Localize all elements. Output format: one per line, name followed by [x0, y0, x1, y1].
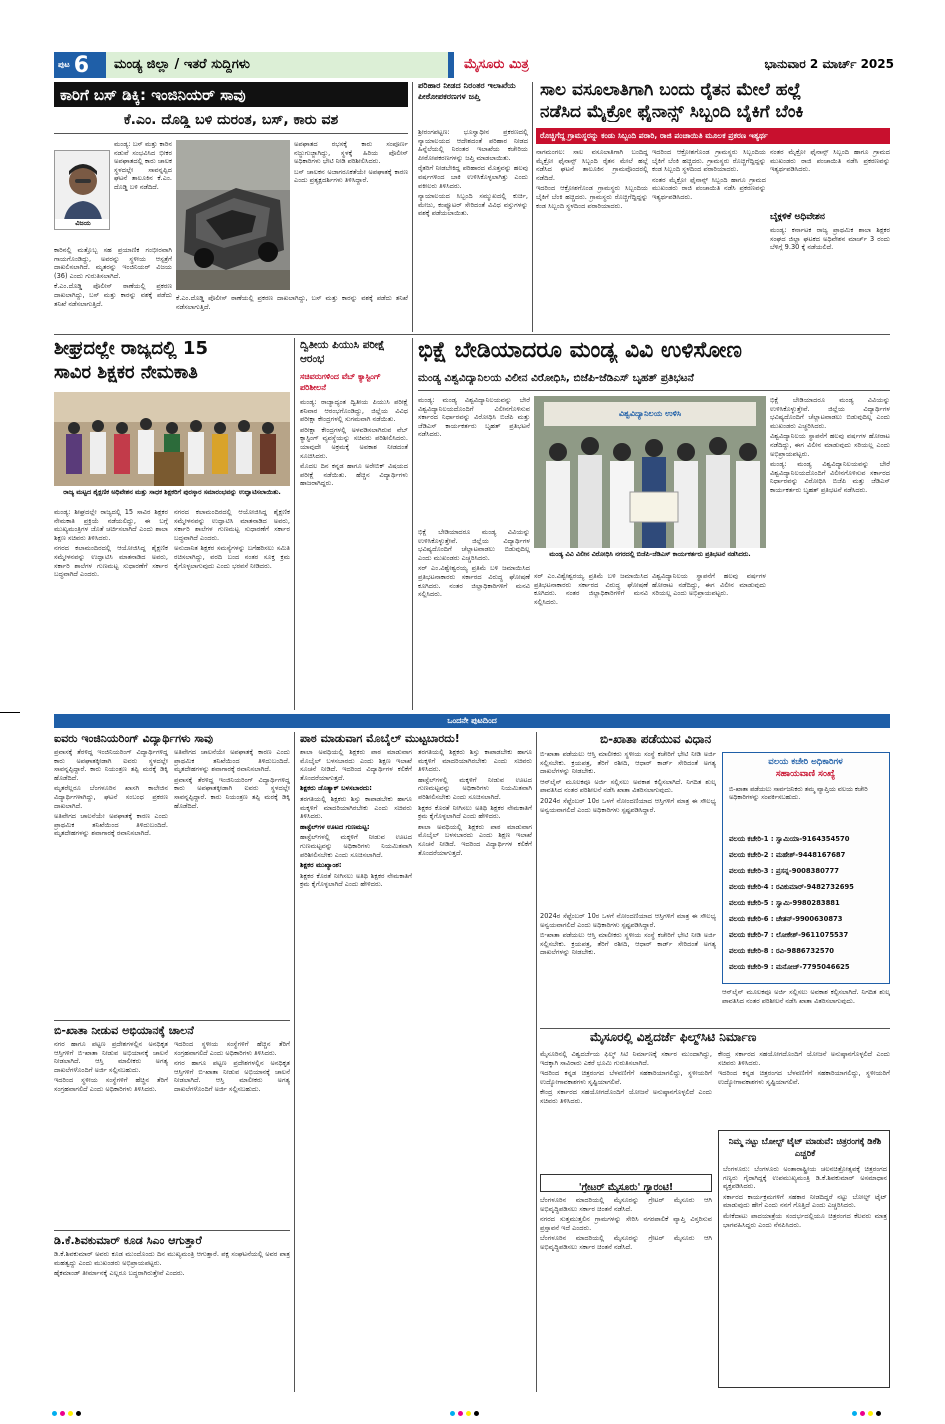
bkhata-rules-p2: ಆನ್‌ಲೈನ್ ಮೂಲಕವೂ ಅರ್ಜಿ ಸಲ್ಲಿಸಲು ಅವಕಾಶ ಕಲ್ಪಿಸಲಾಗಿದೆ. ನಿಗದಿತ ಶುಲ್ಕ ಪಾವತಿಸಿದ ನಂತರ ಪರಿಶೀಲನೆ ನಡೆಸಿ ಖಾತಾ ವಿತರಿಸಲಾಗುವುದು.	[540, 777, 716, 795]
relief-p1: ಶ್ರೀರಂಗಪಟ್ಟಣ: ಭೂಸ್ವಾಧೀನ ಪ್ರಕರಣದಲ್ಲಿ ನ್ಯಾಯಾಲಯದ ಆದೇಶದಂತೆ ಪರಿಹಾರ ನೀಡದ ಹಿನ್ನೆಲೆಯಲ್ಲಿ ನಿರಂತರ ಇಲಾಖೆಯ ಕಚೇರಿಯ ಪೀಠೋಪಕರಣಗಳನ್ನು ಜಪ್ತಿ ಮಾಡಲಾಯಿತು.	[418, 128, 528, 162]
helpline-item: ವಲಯ ಕಚೇರಿ-2 : ಮಹೇಶ್-9448167687	[729, 851, 846, 859]
registration-dot	[60, 1411, 65, 1416]
continued-banner	[54, 714, 890, 728]
headline-university: ಭಿಕ್ಷೆ ಬೇಡಿಯಾದರೂ ಮಂಡ್ಯ ವಿವಿ ಉಳಿಸೋಣ	[418, 338, 742, 363]
loan-p4: ಮಂಡ್ಯ: ಕರ್ನಾಟಕ ರಾಜ್ಯ ಪ್ರಾಥಮಿಕ ಶಾಲಾ ಶಿಕ್ಷಕರ ಸಂಘದ ಜಿಲ್ಲಾ ಘಟಕದ ಅಧಿವೇಶನ ಮಾರ್ಚ್ 3 ರಂದು ಬೆಳಿಗ್ಗೆ 9.30 ಕ್ಕೆ ನಡೆಯಲಿದೆ.	[770, 226, 890, 252]
loan-p1: ನಾಗಮಂಗಲ: ಸಾಲ ವಸೂಲಾತಿಗಾಗಿ ಬಂದಿದ್ದ ಮೈಕ್ರೋ ಫೈನಾನ್ಸ್ ಸಿಬ್ಬಂದಿ ರೈತನ ಮೇಲೆ ಹಲ್ಲೆ ನಡೆಸಿದ ಘಟನೆ ತಾಲೂಕಿನ ಗ್ರಾಮವೊಂದರಲ್ಲಿ ನಡೆದಿದೆ.	[536, 148, 648, 182]
mysore-p2: ನಗರದ ಸುತ್ತಮುತ್ತಲಿನ ಗ್ರಾಮಗಳನ್ನು ಸೇರಿಸಿ ನಗರಪಾಲಿಕೆ ವ್ಯಾಪ್ತಿ ವಿಸ್ತರಿಸುವ ಪ್ರಸ್ತಾವನೆ ಇದೆ ಎಂದರು.	[540, 1215, 712, 1232]
dks-p2: ಹೈಕಮಾಂಡ್ ತೀರ್ಮಾನಕ್ಕೆ ಎಲ್ಲರೂ ಬದ್ಧರಾಗಿರುತ್ತೇವೆ ಎಂದರು.	[54, 1269, 185, 1278]
loan-col2	[652, 148, 766, 330]
teachers-event-photo	[54, 392, 290, 486]
subhead-university: ಮಂಡ್ಯ ವಿಶ್ವವಿದ್ಯಾನಿಲಯ ವಿಲೀನ ವಿರೋಧಿಸಿ, ಬಿಜೆಪಿ-ಜೆಡಿಎಸ್ ಬೃಹತ್ ಪ್ರತಿಭಟನೆ	[418, 372, 694, 384]
bus-p3: ಕೆ.ಎಂ.ದೊಡ್ಡಿ ಪೊಲೀಸ್ ಠಾಣೆಯಲ್ಲಿ ಪ್ರಕರಣ ದಾಖಲಾಗಿದ್ದು, ಬಸ್ ಮತ್ತು ಕಾರನ್ನು ವಶಕ್ಕೆ ಪಡೆದು ತನಿಖೆ ನಡೆಸಲಾಗುತ್ತಿದೆ.	[54, 282, 172, 308]
protest-photo-caption: ಮಂಡ್ಯ ವಿವಿ ವಿಲೀನ ವಿರೋಧಿಸಿ ನಗರದಲ್ಲಿ ಬಿಜೆಪಿ-ಜೆಡಿಎಸ್ ಕಾರ್ಯಕರ್ತರು ಪ್ರತಿಭಟನೆ ನಡೆಸಿದರು.	[549, 550, 751, 558]
victim-photo	[54, 150, 110, 230]
bkhata-rules-p3: 2024ರ ಸೆಪ್ಟೆಂಬರ್ 10ರ ಒಳಗೆ ನೋಂದಣಿಯಾದ ಆಸ್ತಿಗಳಿಗೆ ಮಾತ್ರ ಈ ಸೌಲಭ್ಯ ಅನ್ವಯವಾಗಲಿದೆ ಎಂದು ಅಧಿಕಾರಿಗಳು ಸ್ಪಷ್ಟಪಡಿಸಿದ್ದಾರೆ.	[540, 796, 716, 814]
divider	[54, 133, 408, 134]
loan-p2b: ಇದರಿಂದ ಆಕ್ರೋಶಗೊಂಡ ಗ್ರಾಮಸ್ಥರು ಸಿಬ್ಬಂದಿಯ ಬೈಕಿಗೆ ಬೆಂಕಿ ಹಚ್ಚಿದರು. ಗ್ರಾಮಸ್ಥರು ರೊಚ್ಚಿಗೆದ್ದಿದ್ದನ್ನು ಕಂಡ ಸಿಬ್ಬಂದಿ ಸ್ಥಳದಿಂದ ಪರಾರಿಯಾದರು.	[652, 148, 766, 174]
students-p3b: ಅತಿವೇಗದ ಚಾಲನೆಯೇ ಅಪಘಾತಕ್ಕೆ ಕಾರಣ ಎಂದು ಪ್ರಾಥಮಿಕ ತನಿಖೆಯಿಂದ ತಿಳಿದುಬಂದಿದೆ. ಮೃತದೇಹಗಳನ್ನು ಶವಾಗಾರಕ್ಕೆ ರವಾನಿಸಲಾಗಿದೆ.	[174, 748, 290, 774]
mobile-p1b: ಶಾಲಾ ಅವಧಿಯಲ್ಲಿ ಶಿಕ್ಷಕರು ಪಾಠ ಮಾಡುವಾಗ ಮೊಬೈಲ್ ಬಳಸಬಾರದು ಎಂದು ಶಿಕ್ಷಣ ಇಲಾಖೆ ಸೂಚನೆ ನೀಡಿದೆ. ಇದರಿಂದ ವಿದ್ಯಾರ್ಥಿಗಳ ಕಲಿಕೆಗೆ ತೊಂದರೆಯಾಗುತ್ತದೆ.	[418, 822, 532, 857]
teachers-p2b: ನಗರದ ಕಲಾಮಂದಿರದಲ್ಲಿ ಆಯೋಜಿಸಿದ್ದ ಶೈಕ್ಷಣಿಕ ಸಮ್ಮೇಳನವನ್ನು ಉದ್ಘಾಟಿಸಿ ಮಾತನಾಡಿದ ಅವರು, ಸರ್ಕಾರಿ ಶಾಲೆಗಳ ಗುಣಮಟ್ಟ ಸುಧಾರಣೆಗೆ ಸರ್ಕಾರ ಬದ್ಧವಾಗಿದೆ ಎಂದರು.	[174, 508, 290, 542]
bkhata-rules-p3b: 2024ರ ಸೆಪ್ಟೆಂಬರ್ 10ರ ಒಳಗೆ ನೋಂದಣಿಯಾದ ಆಸ್ತಿಗಳಿಗೆ ಮಾತ್ರ ಈ ಸೌಲಭ್ಯ ಅನ್ವಯವಾಗಲಿದೆ ಎಂದು ಅಧಿಕಾರಿಗಳು ಸ್ಪಷ್ಟಪಡಿಸಿದ್ದಾರೆ.	[540, 912, 716, 929]
registration-dot	[474, 1411, 479, 1416]
column-divider	[532, 82, 533, 332]
wire-box-headline: ನಿಮ್ಮ ನಟ್ಟು ಬೋಲ್ಟ್ ಟೈಟ್ ಮಾಡುವೆ: ಚಿತ್ರರಂಗಕ್ಕೆ ಡಿಕೆಶಿ ಎಚ್ಚರಿಕೆ	[728, 1136, 882, 1158]
bkhata-rules-col2-bottom	[722, 988, 890, 1026]
bkhata-drive-col2	[174, 1040, 290, 1228]
bkhata-rules-p2b: ಆನ್‌ಲೈನ್ ಮೂಲಕವೂ ಅರ್ಜಿ ಸಲ್ಲಿಸಲು ಅವಕಾಶ ಕಲ್ಪಿಸಲಾಗಿದೆ. ನಿಗದಿತ ಶುಲ್ಕ ಪಾವತಿಸಿದ ನಂತರ ಪರಿಶೀಲನೆ ನಡೆಸಿ ಖಾತಾ ವಿತರಿಸಲಾಗುವುದು.	[722, 988, 890, 1005]
students-p2: ಮೃತರೆಲ್ಲರೂ ಬೆಂಗಳೂರಿನ ಖಾಸಗಿ ಕಾಲೇಜಿನ ವಿದ್ಯಾರ್ಥಿಗಳಾಗಿದ್ದು, ಘಟನೆ ಸಂಬಂಧ ಪ್ರಕರಣ ದಾಖಲಾಗಿದೆ.	[54, 784, 168, 810]
mobile-h3: ಹಾಸ್ಟೆಲ್‌ಗಳ ಊಟದ ಗುಣಮಟ್ಟ:	[300, 822, 370, 831]
registration-dot	[68, 1411, 73, 1416]
column-divider	[294, 732, 295, 1392]
wire-p2: ಸರ್ಕಾರದ ಕಾರ್ಯಕ್ರಮಗಳಿಗೆ ಸಹಕಾರ ನೀಡದಿದ್ದರೆ ನಟ್ಟು ಬೋಲ್ಟ್ ಟೈಟ್ ಮಾಡುವುದು ಹೇಗೆ ಎಂದು ನನಗೆ ಗೊತ್ತಿದೆ ಎಂದು ಎಚ್ಚರಿಸಿದರು.	[723, 1192, 887, 1210]
film-p2: ಇದರಿಂದ ಕನ್ನಡ ಚಿತ್ರರಂಗದ ಬೆಳವಣಿಗೆಗೆ ಸಹಕಾರಿಯಾಗಲಿದ್ದು, ಸ್ಥಳೀಯರಿಗೆ ಉದ್ಯೋಗಾವಕಾಶಗಳು ಸೃಷ್ಟಿಯಾಗಲಿವೆ.	[540, 1069, 712, 1086]
bus-p4: ಅಪಘಾತದ ರಭಸಕ್ಕೆ ಕಾರು ಸಂಪೂರ್ಣ ನಜ್ಜುಗುಜ್ಜಾಗಿದ್ದು, ಸ್ಥಳಕ್ಕೆ ಹಿರಿಯ ಪೊಲೀಸ್ ಅಧಿಕಾರಿಗಳು ಭೇಟಿ ನೀಡಿ ಪರಿಶೀಲಿಸಿದರು.	[294, 140, 408, 166]
page-date: ಭಾನುವಾರ 2 ಮಾರ್ಚ್ 2025	[764, 57, 894, 71]
wire-story-box	[718, 1130, 890, 1388]
helpline-title-line2: ಸಹಾಯವಾಣಿ ಸಂಖ್ಯೆ	[775, 769, 836, 779]
page-number-badge	[54, 52, 106, 78]
helpline-item: ವಲಯ ಕಚೇರಿ-1 : ಸ್ವಾಮಿಯಾ-9164354570	[729, 835, 850, 843]
wire-p3: ಮೇಕೆದಾಟು ಪಾದಯಾತ್ರೆಯ ಸಂದರ್ಭದಲ್ಲಿಯೂ ಚಿತ್ರರಂಗದ ಕೆಲವರು ಮಾತ್ರ ಭಾಗವಹಿಸಿದ್ದರು ಎಂದು ನೆನಪಿಸಿದರು.	[723, 1211, 887, 1229]
headline-relief: ಪರಿಹಾರ ನೀಡದ ನಿರಂತರ ಇಲಾಖೆಯ ಪೀಠೋಪಕರಣಗಳ ಜಪ್ತಿ	[418, 80, 516, 101]
registration-dot	[852, 1411, 857, 1416]
protest-banner-text: ವಿಶ್ವವಿದ್ಯಾನಿಲಯ ಉಳಿಸಿ	[618, 409, 682, 418]
bus-story-col3	[294, 140, 408, 290]
mobile-p1: ಶಾಲಾ ಅವಧಿಯಲ್ಲಿ ಶಿಕ್ಷಕರು ಪಾಠ ಮಾಡುವಾಗ ಮೊಬೈಲ್ ಬಳಸಬಾರದು ಎಂದು ಶಿಕ್ಷಣ ಇಲಾಖೆ ಸೂಚನೆ ನೀಡಿದೆ. ಇದರಿಂದ ವಿದ್ಯಾರ್ಥಿಗಳ ಕಲಿಕೆಗೆ ತೊಂದರೆಯಾಗುತ್ತದೆ.	[300, 748, 412, 782]
loan-p2: ಇದರಿಂದ ಆಕ್ರೋಶಗೊಂಡ ಗ್ರಾಮಸ್ಥರು ಸಿಬ್ಬಂದಿಯ ಬೈಕಿಗೆ ಬೆಂಕಿ ಹಚ್ಚಿದರು. ಗ್ರಾಮಸ್ಥರು ರೊಚ್ಚಿಗೆದ್ದಿದ್ದನ್ನು ಕಂಡ ಸಿಬ್ಬಂದಿ ಸ್ಥಳದಿಂದ ಪರಾರಿಯಾದರು.	[536, 184, 648, 210]
bus-p5: ಬಸ್ ಚಾಲಕನ ಅಜಾಗರೂಕತೆಯೇ ಅಪಘಾತಕ್ಕೆ ಕಾರಣ ಎಂದು ಪ್ರತ್ಯಕ್ಷದರ್ಶಿಗಳು ತಿಳಿಸಿದ್ದಾರೆ.	[294, 167, 408, 185]
dks-p1: ಡಿ.ಕೆ.ಶಿವಕುಮಾರ್ ಅವರು ಕೂಡ ಮುಂದೊಂದು ದಿನ ಮುಖ್ಯಮಂತ್ರಿ ಆಗುತ್ತಾರೆ. ಪಕ್ಷ ಸಂಘಟನೆಯಲ್ಲಿ ಅವರ ಪಾತ್ರ ಮಹತ್ವದ್ದು ಎಂದು ಮುಖಂಡರು ಅಭಿಪ್ರಾಯಪಟ್ಟರು.	[54, 1250, 290, 1267]
bus-p1: ಮಂಡ್ಯ: ಬಸ್ ಮತ್ತು ಕಾರಿನ ನಡುವೆ ಸಂಭವಿಸಿದ ಭೀಕರ ಅಪಘಾತದಲ್ಲಿ ಕಾರು ಚಾಲಕ ಸ್ಥಳದಲ್ಲೇ ಸಾವನ್ನಪ್ಪಿದ ಘಟನೆ ತಾಲೂಕಿನ ಕೆ.ಎಂ. ದೊಡ್ಡಿ ಬಳಿ ನಡೆದಿದೆ.	[114, 140, 172, 191]
university-p3: ಸರ್ ಎಂ.ವಿಶ್ವೇಶ್ವರಯ್ಯ ಪ್ರತಿಮೆ ಬಳಿ ಜಮಾಯಿಸಿದ ಪ್ರತಿಭಟನಾಕಾರರು ಸರ್ಕಾರದ ವಿರುದ್ಧ ಘೋಷಣೆ ಕೂಗಿದರು. ನಂತರ ಜಿಲ್ಲಾಧಿಕಾರಿಗಳಿಗೆ ಮನವಿ ಸಲ್ಲಿಸಿದರು.	[418, 564, 530, 599]
students-col1	[54, 748, 168, 1018]
relief-p3: ನ್ಯಾಯಾಲಯದ ಸಿಬ್ಬಂದಿ ಸಮ್ಮುಖದಲ್ಲಿ ಕುರ್ಚಿ, ಮೇಜು, ಕಂಪ್ಯೂಟರ್ ಸೇರಿದಂತೆ ವಿವಿಧ ವಸ್ತುಗಳನ್ನು ವಶಕ್ಕೆ ಪಡೆಯಲಾಯಿತು.	[418, 192, 528, 218]
helpline-item: ವಲಯ ಕಚೇರಿ-4 : ರವಿಕುಮಾರ್-9482732695	[729, 883, 854, 891]
print-registration-marks-left	[52, 1411, 81, 1416]
divider	[54, 1230, 290, 1231]
headline-bkhata-rules: ಬಿ-ಖಾತಾ ಪಡೆಯುವ ವಿಧಾನ	[600, 732, 712, 746]
teachers-p3: ಅನುದಾನಿತ ಶಿಕ್ಷಕರ ಸಮಸ್ಯೆಗಳನ್ನು ಬಗೆಹರಿಸಲು ಸಮಿತಿ ರಚಿಸಲಾಗಿದ್ದು, ವರದಿ ಬಂದ ನಂತರ ಸೂಕ್ತ ಕ್ರಮ ಕೈಗೊಳ್ಳಲಾಗುವುದು ಎಂದು ಭರವಸೆ ನೀಡಿದರು.	[174, 544, 290, 570]
relief-story-body	[418, 128, 528, 330]
mobile-p4b: ಶಿಕ್ಷಕರ ಕೊರತೆ ನೀಗಿಸಲು ಅತಿಥಿ ಶಿಕ್ಷಕರ ನೇಮಕಾತಿಗೆ ಕ್ರಮ ಕೈಗೊಳ್ಳಲಾಗಿದೆ ಎಂದು ಹೇಳಿದರು.	[418, 803, 532, 821]
helpline-intro: ಬಿ-ಖಾತಾ ಪಡೆಯಲು ಸಾರ್ವಜನಿಕರು ತಮ್ಮ ವ್ಯಾಪ್ತಿಯ ವಲಯ ಕಚೇರಿ ಅಧಿಕಾರಿಗಳನ್ನು ಸಂಪರ್ಕಿಸಬಹುದು.	[729, 785, 868, 802]
loan-p3: ನಂತರ ಮೈಕ್ರೋ ಫೈನಾನ್ಸ್ ಸಿಬ್ಬಂದಿ ಹಾಗೂ ಗ್ರಾಮದ ಮುಖಂಡರು ರಾಜಿ ಪಂಚಾಯಿತಿ ನಡೆಸಿ ಪ್ರಕರಣವನ್ನು ಇತ್ಯರ್ಥಪಡಿಸಿದರು.	[652, 175, 766, 201]
mysore-p1: ಬೆಂಗಳೂರಿನ ಮಾದರಿಯಲ್ಲಿ ಮೈಸೂರನ್ನು ಗ್ರೇಟರ್ ಮೈಸೂರು ಆಗಿ ಅಭಿವೃದ್ಧಿಪಡಿಸಲು ಸರ್ಕಾರ ಚಿಂತನೆ ನಡೆಸಿದೆ.	[540, 1196, 712, 1213]
helpline-item: ವಲಯ ಕಚೇರಿ-7 : ಲೋಕೇಶ್-9611075537	[729, 931, 849, 939]
headline-greater-mysore-text: 'ಗ್ರೇಟರ್ ಮೈಸೂರು' ಗ್ಯಾರಂಟಿ!	[578, 1182, 674, 1193]
university-col3	[652, 572, 766, 708]
students-p3: ಅತಿವೇಗದ ಚಾಲನೆಯೇ ಅಪಘಾತಕ್ಕೆ ಕಾರಣ ಎಂದು ಪ್ರಾಥಮಿಕ ತನಿಖೆಯಿಂದ ತಿಳಿದುಬಂದಿದೆ. ಮೃತದೇಹಗಳನ್ನು ಶವಾಗಾರಕ್ಕೆ ರವಾನಿಸಲಾಗಿದೆ.	[54, 812, 168, 838]
film-p2b: ಇದರಿಂದ ಕನ್ನಡ ಚಿತ್ರರಂಗದ ಬೆಳವಣಿಗೆಗೆ ಸಹಕಾರಿಯಾಗಲಿದ್ದು, ಸ್ಥಳೀಯರಿಗೆ ಉದ್ಯೋಗಾವಕಾಶಗಳು ಸೃಷ್ಟಿಯಾಗಲಿವೆ.	[718, 1069, 890, 1086]
university-col1-bottom	[418, 528, 530, 708]
university-col2	[534, 572, 648, 708]
mobile-p2b: ತರಗತಿಯಲ್ಲಿ ಶಿಕ್ಷಕರು ಶಿಸ್ತು ಕಾಪಾಡಬೇಕು ಹಾಗೂ ಮಕ್ಕಳಿಗೆ ಮಾದರಿಯಾಗಿರಬೇಕು ಎಂದು ಸಚಿವರು ತಿಳಿಸಿದರು.	[418, 748, 532, 774]
column-divider	[536, 732, 537, 1392]
teachers-col1	[54, 508, 168, 708]
bus-p2: ಕಾರಿನಲ್ಲಿ ಮತ್ತೊಬ್ಬ ಸಹ ಪ್ರಯಾಣಿಕ ಗಂಭೀರವಾಗಿ ಗಾಯಗೊಂಡಿದ್ದು, ಅವರನ್ನು ಸ್ಥಳೀಯ ಆಸ್ಪತ್ರೆಗೆ ದಾಖಲಿಸಲಾಗಿದೆ. ಮೃತರನ್ನು ಇಂಜಿನಿಯರ್ ವಿಜಯ (36) ಎಂದು ಗುರುತಿಸಲಾಗಿದೆ.	[54, 246, 172, 280]
subhead-puc: ಸಚಿವರುಗಳಿಂದ ವೆಬ್ ಕ್ಯಾಸ್ಟಿಂಗ್ ಪರಿಶೀಲನೆ	[300, 372, 381, 392]
mobile-p4: ಶಿಕ್ಷಕರ ಕೊರತೆ ನೀಗಿಸಲು ಅತಿಥಿ ಶಿಕ್ಷಕರ ನೇಮಕಾತಿಗೆ ಕ್ರಮ ಕೈಗೊಳ್ಳಲಾಗಿದೆ ಎಂದು ಹೇಳಿದರು.	[300, 871, 412, 889]
university-p4b: ವಿಶ್ವವಿದ್ಯಾನಿಲಯ ಸ್ಥಾಪನೆಗೆ ಹಲವು ವರ್ಷಗಳ ಹೋರಾಟ ನಡೆದಿದ್ದು, ಈಗ ವಿಲೀನ ಮಾಡುವುದು ಸರಿಯಲ್ಲ ಎಂದು ಅಭಿಪ್ರಾಯಪಟ್ಟರು.	[770, 432, 890, 458]
bkhata-drive-p2: ಇದರಿಂದ ಸ್ಥಳೀಯ ಸಂಸ್ಥೆಗಳಿಗೆ ಹೆಚ್ಚಿನ ತೆರಿಗೆ ಸಂಗ್ರಹವಾಗಲಿದೆ ಎಂದು ಅಧಿಕಾರಿಗಳು ತಿಳಿಸಿದರು.	[54, 1076, 168, 1093]
helpline-item: ವಲಯ ಕಚೇರಿ-3 : ಪ್ರಸನ್ನ-9008380777	[729, 867, 840, 875]
puc-p2: ಪರೀಕ್ಷಾ ಕೇಂದ್ರಗಳಲ್ಲಿ ಅಳವಡಿಸಲಾಗಿರುವ ವೆಬ್ ಕ್ಯಾಸ್ಟಿಂಗ್ ವ್ಯವಸ್ಥೆಯನ್ನು ಸಚಿವರು ಪರಿಶೀಲಿಸಿದರು. ಯಾವುದೇ ಅಕ್ರಮಕ್ಕೆ ಅವಕಾಶ ನೀಡದಂತೆ ಸೂಚಿಸಿದರು.	[300, 425, 408, 460]
headline-greater-mysore	[540, 1174, 712, 1192]
film-p3: ಕೇಂದ್ರ ಸರ್ಕಾರದ ಸಹಯೋಗದೊಂದಿಗೆ ಯೋಜನೆ ಅನುಷ್ಠಾನಗೊಳ್ಳಲಿದೆ ಎಂದು ಸಚಿವರು ತಿಳಿಸಿದರು.	[540, 1088, 712, 1105]
print-registration-marks-right	[852, 1411, 881, 1416]
university-col1	[418, 396, 530, 526]
headline-bus-accident: ಕಾರಿಗೆ ಬಸ್ ಡಿಕ್ಕಿ: ಇಂಜಿನಿಯರ್ ಸಾವು	[54, 82, 408, 107]
registration-dot	[52, 1411, 57, 1416]
subhead-loan: ರೊಚ್ಚಿಗೆದ್ದ ಗ್ರಾಮಸ್ಥರನ್ನು ಕಂಡು ಸಿಬ್ಬಂದಿ ಪರಾರಿ, ರಾಜಿ ಪಂಚಾಯಿತಿ ಮೂಲಕ ಪ್ರಕರಣ ಇತ್ಯರ್ಥ	[536, 128, 890, 144]
students-p1b: ಪ್ರವಾಸಕ್ಕೆ ತೆರಳಿದ್ದ ಇಂಜಿನಿಯರಿಂಗ್ ವಿದ್ಯಾರ್ಥಿಗಳಿದ್ದ ಕಾರು ಅಪಘಾತಕ್ಕೀಡಾಗಿ ಐವರು ಸ್ಥಳದಲ್ಲೇ ಸಾವನ್ನಪ್ಪಿದ್ದಾರೆ. ಕಾರು ನಿಯಂತ್ರಣ ತಪ್ಪಿ ಮರಕ್ಕೆ ಡಿಕ್ಕಿ ಹೊಡೆದಿದೆ.	[174, 775, 290, 810]
headline-film-city: ಮೈಸೂರಲ್ಲಿ ವಿಶ್ವದರ್ಜೆ ಫಿಲ್ಮ್‌ಸಿಟಿ ನಿರ್ಮಾಣ	[590, 1030, 757, 1044]
helpline-title-line1: ವಲಯ ಕಚೇರಿ ಅಧಿಕಾರಿಗಳ	[768, 757, 843, 767]
registration-dot	[76, 1411, 81, 1416]
mobile-h2: ಶಿಕ್ಷಕರು ಜೊತ್ಯಾಕ್ ಬಳಸಬಾರದು:	[300, 784, 372, 793]
print-registration-marks-center	[450, 1411, 479, 1416]
puc-body	[300, 398, 408, 708]
headline-bkhata-drive: ಬಿ-ಖಾತಾ ನೀಡುವ ಅಭಿಯಾನಕ್ಕೆ ಚಾಲನೆ	[54, 1024, 194, 1037]
wire-p1: ಬೆಂಗಳೂರು: ಬೆಂಗಳೂರು ಅಂತಾರಾಷ್ಟ್ರೀಯ ಚಲನಚಿತ್ರೋತ್ಸವಕ್ಕೆ ಚಿತ್ರರಂಗದ ಗಣ್ಯರು ಗೈರಾಗಿದ್ದಕ್ಕೆ ಉಪಮುಖ್ಯಮಂತ್ರಿ ಡಿ.ಕೆ.ಶಿವಕುಮಾರ್ ಅಸಮಾಧಾನ ವ್ಯಕ್ತಪಡಿಸಿದರು.	[723, 1165, 887, 1191]
university-col4	[770, 396, 890, 708]
headline-teachers-line1: ಶೀಘ್ರದಲ್ಲೇ ರಾಜ್ಯದಲ್ಲಿ 15	[54, 338, 208, 359]
section-bar	[106, 52, 454, 78]
box-head-convention: ಬೈಕ್ಗಳಿಕೆ ಅಧಿವೇಶನ	[770, 212, 825, 222]
bkhata-drive-col1	[54, 1040, 168, 1228]
bkhata-drive-p2b: ಇದರಿಂದ ಸ್ಥಳೀಯ ಸಂಸ್ಥೆಗಳಿಗೆ ಹೆಚ್ಚಿನ ತೆರಿಗೆ ಸಂಗ್ರಹವಾಗಲಿದೆ ಎಂದು ಅಧಿಕಾರಿಗಳು ತಿಳಿಸಿದರು.	[174, 1040, 290, 1057]
mysore-p1b: ಬೆಂಗಳೂರಿನ ಮಾದರಿಯಲ್ಲಿ ಮೈಸೂರನ್ನು ಗ್ರೇಟರ್ ಮೈಸೂರು ಆಗಿ ಅಭಿವೃದ್ಧಿಪಡಿಸಲು ಸರ್ಕಾರ ಚಿಂತನೆ ನಡೆಸಿದೆ.	[540, 1234, 712, 1251]
bkhata-drive-p1b: ನಗರ ಹಾಗೂ ಪಟ್ಟಣ ಪ್ರದೇಶಗಳಲ್ಲಿನ ಅನಧಿಕೃತ ಆಸ್ತಿಗಳಿಗೆ ಬಿ-ಖಾತಾ ನೀಡುವ ಅಭಿಯಾನಕ್ಕೆ ಚಾಲನೆ ನೀಡಲಾಗಿದೆ. ಆಸ್ತಿ ಮಾಲೀಕರು ಅಗತ್ಯ ದಾಖಲೆಗಳೊಂದಿಗೆ ಅರ್ಜಿ ಸಲ್ಲಿಸಬಹುದು.	[174, 1059, 290, 1093]
section-title: ಮಂಡ್ಯ ಜಿಲ್ಲಾ / ಇತರೆ ಸುದ್ದಿಗಳು	[114, 57, 250, 72]
accident-photo	[176, 140, 290, 290]
loan-p3b: ನಂತರ ಮೈಕ್ರೋ ಫೈನಾನ್ಸ್ ಸಿಬ್ಬಂದಿ ಹಾಗೂ ಗ್ರಾಮದ ಮುಖಂಡರು ರಾಜಿ ಪಂಚಾಯಿತಿ ನಡೆಸಿ ಪ್ರಕರಣವನ್ನು ಇತ್ಯರ್ಥಪಡಿಸಿದರು.	[770, 148, 890, 174]
helpline-item: ವಲಯ ಕಚೇರಿ-8 : ರವಿ-9886732570	[729, 947, 835, 955]
bkhata-rules-p1: ಬಿ-ಖಾತಾ ಪಡೆಯಲು ಆಸ್ತಿ ಮಾಲೀಕರು ಸ್ಥಳೀಯ ಸಂಸ್ಥೆ ಕಚೇರಿಗೆ ಭೇಟಿ ನೀಡಿ ಅರ್ಜಿ ಸಲ್ಲಿಸಬೇಕು. ಕ್ರಯಪತ್ರ, ತೆರಿಗೆ ರಶೀದಿ, ಆಧಾರ್ ಕಾರ್ಡ್ ಸೇರಿದಂತೆ ಅಗತ್ಯ ದಾಖಲೆಗಳನ್ನು ನೀಡಬೇಕು.	[540, 750, 716, 776]
divider	[418, 390, 890, 391]
bus-p3-strip: ಕೆ.ಎಂ.ದೊಡ್ಡಿ ಪೊಲೀಸ್ ಠಾಣೆಯಲ್ಲಿ ಪ್ರಕರಣ ದಾಖಲಾಗಿದ್ದು, ಬಸ್ ಮತ್ತು ಕಾರನ್ನು ವಶಕ್ಕೆ ಪಡೆದು ತನಿಖೆ ನಡೆಸಲಾಗುತ್ತಿದೆ.	[176, 294, 408, 311]
dks-body	[54, 1250, 290, 1388]
divider	[540, 1028, 890, 1029]
students-col2	[174, 748, 290, 1018]
university-p2: ಭಿಕ್ಷೆ ಬೇಡಿಯಾದರೂ ಮಂಡ್ಯ ವಿವಿಯನ್ನು ಉಳಿಸಿಕೊಳ್ಳುತ್ತೇವೆ. ಜಿಲ್ಲೆಯ ವಿದ್ಯಾರ್ಥಿಗಳ ಭವಿಷ್ಯದೊಂದಿಗೆ ಚೆಲ್ಲಾಟವಾಡಲು ಬಿಡುವುದಿಲ್ಲ ಎಂದು ಮುಖಂಡರು ಎಚ್ಚರಿಸಿದರು.	[418, 528, 530, 562]
teachers-p1: ಮಂಡ್ಯ: ಶೀಘ್ರದಲ್ಲೇ ರಾಜ್ಯದಲ್ಲಿ 15 ಸಾವಿರ ಶಿಕ್ಷಕರ ನೇಮಕಾತಿ ಪ್ರಕ್ರಿಯೆ ನಡೆಯಲಿದ್ದು, ಈ ಬಗ್ಗೆ ಮುಖ್ಯಮಂತ್ರಿಗಳ ಜೊತೆ ಚರ್ಚಿಸಲಾಗಿದೆ ಎಂದು ಶಾಲಾ ಶಿಕ್ಷಣ ಸಚಿವರು ತಿಳಿಸಿದರು.	[54, 508, 168, 542]
headline-teachers-line2: ಸಾವಿರ ಶಿಕ್ಷಕರ ನೇಮಕಾತಿ	[54, 362, 198, 383]
bkhata-rules-p1b: ಬಿ-ಖಾತಾ ಪಡೆಯಲು ಆಸ್ತಿ ಮಾಲೀಕರು ಸ್ಥಳೀಯ ಸಂಸ್ಥೆ ಕಚೇರಿಗೆ ಭೇಟಿ ನೀಡಿ ಅರ್ಜಿ ಸಲ್ಲಿಸಬೇಕು. ಕ್ರಯಪತ್ರ, ತೆರಿಗೆ ರಶೀದಿ, ಆಧಾರ್ ಕಾರ್ಡ್ ಸೇರಿದಂತೆ ಅಗತ್ಯ ದಾಖಲೆಗಳನ್ನು ನೀಡಬೇಕು.	[540, 931, 716, 957]
page-header	[54, 52, 894, 78]
victim-name-tag: ವಿಜಯ	[55, 219, 110, 229]
divider	[54, 1020, 290, 1021]
bus-story-bottom-strip	[176, 294, 408, 330]
teachers-p2: ನಗರದ ಕಲಾಮಂದಿರದಲ್ಲಿ ಆಯೋಜಿಸಿದ್ದ ಶೈಕ್ಷಣಿಕ ಸಮ್ಮೇಳನವನ್ನು ಉದ್ಘಾಟಿಸಿ ಮಾತನಾಡಿದ ಅವರು, ಸರ್ಕಾರಿ ಶಾಲೆಗಳ ಗುಣಮಟ್ಟ ಸುಧಾರಣೆಗೆ ಸರ್ಕಾರ ಬದ್ಧವಾಗಿದೆ ಎಂದರು.	[54, 544, 168, 579]
mobile-h4: ಶಿಕ್ಷಕರ ಮುಖ್ಯಾಂಶ:	[300, 861, 342, 870]
mobile-col2	[418, 748, 532, 1388]
film-col1	[540, 1050, 712, 1172]
mobile-p3: ಹಾಸ್ಟೆಲ್‌ಗಳಲ್ಲಿ ಮಕ್ಕಳಿಗೆ ನೀಡುವ ಊಟದ ಗುಣಮಟ್ಟವನ್ನು ಅಧಿಕಾರಿಗಳು ನಿಯಮಿತವಾಗಿ ಪರಿಶೀಲಿಸಬೇಕು ಎಂದು ಸೂಚಿಸಲಾಗಿದೆ.	[300, 833, 412, 859]
registration-dot	[450, 1411, 455, 1416]
registration-dot	[458, 1411, 463, 1416]
headline-puc: ದ್ವಿತೀಯ ಪಿಯುಸಿ ಪರೀಕ್ಷೆ ಆರಂಭ	[300, 339, 385, 365]
bus-story-col1-top	[114, 140, 172, 244]
headline-loan-line1: ಸಾಲ ವಸೂಲಾತಿಗಾಗಿ ಬಂದು ರೈತನ ಮೇಲೆ ಹಲ್ಲೆ	[540, 80, 802, 100]
bkhata-rules-col1-cont	[540, 912, 716, 1026]
puc-p3: ಮೊದಲ ದಿನ ಕನ್ನಡ ಹಾಗೂ ಅರೇಬಿಕ್ ವಿಷಯದ ಪರೀಕ್ಷೆ ನಡೆಯಿತು. ಹೆಚ್ಚಿನ ವಿದ್ಯಾರ್ಥಿಗಳು ಹಾಜರಾಗಿದ್ದರು.	[300, 462, 408, 488]
masthead: ಮೈಸೂರು ಮಿತ್ರ	[464, 57, 529, 72]
mysore-body	[540, 1196, 712, 1388]
film-p1: ಮೈಸೂರಿನಲ್ಲಿ ವಿಶ್ವದರ್ಜೆಯ ಫಿಲ್ಮ್ ಸಿಟಿ ನಿರ್ಮಾಣಕ್ಕೆ ಸರ್ಕಾರ ಮುಂದಾಗಿದ್ದು, ಇದಕ್ಕಾಗಿ ಸಾವಿರಾರು ಎಕರೆ ಭೂಮಿ ಗುರುತಿಸಲಾಗಿದೆ.	[540, 1050, 712, 1067]
divider	[54, 334, 890, 335]
headline-loan-line2: ನಡೆಸಿದ ಮೈಕ್ರೋ ಫೈನಾನ್ಸ್ ಸಿಬ್ಬಂದಿ ಬೈಕಿಗೆ ಬೆಂಕಿ	[540, 102, 804, 122]
students-p1: ಪ್ರವಾಸಕ್ಕೆ ತೆರಳಿದ್ದ ಇಂಜಿನಿಯರಿಂಗ್ ವಿದ್ಯಾರ್ಥಿಗಳಿದ್ದ ಕಾರು ಅಪಘಾತಕ್ಕೀಡಾಗಿ ಐವರು ಸ್ಥಳದಲ್ಲೇ ಸಾವನ್ನಪ್ಪಿದ್ದಾರೆ. ಕಾರು ನಿಯಂತ್ರಣ ತಪ್ಪಿ ಮರಕ್ಕೆ ಡಿಕ್ಕಿ ಹೊಡೆದಿದೆ.	[54, 748, 168, 782]
helpline-item: ವಲಯ ಕಚೇರಿ-5 : ಸ್ವಾಮಿ-9980283881	[729, 899, 840, 907]
mobile-p3b: ಹಾಸ್ಟೆಲ್‌ಗಳಲ್ಲಿ ಮಕ್ಕಳಿಗೆ ನೀಡುವ ಊಟದ ಗುಣಮಟ್ಟವನ್ನು ಅಧಿಕಾರಿಗಳು ನಿಯಮಿತವಾಗಿ ಪರಿಶೀಲಿಸಬೇಕು ಎಂದು ಸೂಚಿಸಲಾಗಿದೆ.	[418, 775, 532, 801]
headline-dks: ಡಿ.ಕೆ.ಶಿವಕುಮಾರ್ ಕೂಡ ಸಿಎಂ ಆಗುತ್ತಾರೆ	[54, 1234, 202, 1247]
loan-col3-bottom	[770, 226, 890, 330]
teachers-photo-caption: ರಾಜ್ಯ ಮಟ್ಟದ ಶೈಕ್ಷಣಿಕ ಅಧಿವೇಶನ ಮತ್ತು ಸಾಧಕ ಶಿಕ್ಷಕರಿಗೆ ಪುರಸ್ಕಾರ ಸಮಾರಂಭವನ್ನು ಉದ್ಘಾಟಿಸಲಾಯಿತು.	[63, 488, 281, 496]
subhead-bus-accident: ಕೆ.ಎಂ. ದೊಡ್ಡಿ ಬಳಿ ದುರಂತ, ಬಸ್, ಕಾರು ವಶ	[123, 112, 339, 128]
page-label: ಪುಟ	[58, 60, 70, 69]
wire-body	[723, 1165, 887, 1385]
film-col2	[718, 1050, 890, 1128]
column-divider	[412, 82, 413, 332]
helpline-list	[729, 831, 885, 975]
mobile-p2: ತರಗತಿಯಲ್ಲಿ ಶಿಕ್ಷಕರು ಶಿಸ್ತು ಕಾಪಾಡಬೇಕು ಹಾಗೂ ಮಕ್ಕಳಿಗೆ ಮಾದರಿಯಾಗಿರಬೇಕು ಎಂದು ಸಚಿವರು ತಿಳಿಸಿದರು.	[300, 794, 412, 821]
helpline-item: ವಲಯ ಕಚೇರಿ-9 : ಮನೋಜ್-7795046625	[729, 963, 850, 971]
bkhata-drive-p1: ನಗರ ಹಾಗೂ ಪಟ್ಟಣ ಪ್ರದೇಶಗಳಲ್ಲಿನ ಅನಧಿಕೃತ ಆಸ್ತಿಗಳಿಗೆ ಬಿ-ಖಾತಾ ನೀಡುವ ಅಭಿಯಾನಕ್ಕೆ ಚಾಲನೆ ನೀಡಲಾಗಿದೆ. ಆಸ್ತಿ ಮಾಲೀಕರು ಅಗತ್ಯ ದಾಖಲೆಗಳೊಂದಿಗೆ ಅರ್ಜಿ ಸಲ್ಲಿಸಬಹುದು.	[54, 1040, 168, 1074]
university-p3b: ಸರ್ ಎಂ.ವಿಶ್ವೇಶ್ವರಯ್ಯ ಪ್ರತಿಮೆ ಬಳಿ ಜಮಾಯಿಸಿದ ಪ್ರತಿಭಟನಾಕಾರರು ಸರ್ಕಾರದ ವಿರುದ್ಧ ಘೋಷಣೆ ಕೂಗಿದರು. ನಂತರ ಜಿಲ್ಲಾಧಿಕಾರಿಗಳಿಗೆ ಮನವಿ ಸಲ್ಲಿಸಿದರು.	[534, 572, 648, 606]
protest-photo	[534, 396, 766, 548]
registration-dot	[466, 1411, 471, 1416]
helpline-item: ವಲಯ ಕಚೇರಿ-6 : ಚೇತನ್-9900630873	[729, 915, 843, 923]
page-number: 6	[73, 52, 90, 78]
column-divider	[412, 338, 413, 710]
university-p4: ವಿಶ್ವವಿದ್ಯಾನಿಲಯ ಸ್ಥಾಪನೆಗೆ ಹಲವು ವರ್ಷಗಳ ಹೋರಾಟ ನಡೆದಿದ್ದು, ಈಗ ವಿಲೀನ ಮಾಡುವುದು ಸರಿಯಲ್ಲ ಎಂದು ಅಭಿಪ್ರಾಯಪಟ್ಟರು.	[652, 572, 766, 598]
university-p1: ಮಂಡ್ಯ: ಮಂಡ್ಯ ವಿಶ್ವವಿದ್ಯಾನಿಲಯವನ್ನು ಬೇರೆ ವಿಶ್ವವಿದ್ಯಾನಿಲಯದೊಂದಿಗೆ ವಿಲೀನಗೊಳಿಸುವ ಸರ್ಕಾರದ ನಿರ್ಧಾರವನ್ನು ವಿರೋಧಿಸಿ ಬಿಜೆಪಿ ಮತ್ತು ಜೆಡಿಎಸ್ ಕಾರ್ಯಕರ್ತರು ಬೃಹತ್ ಪ್ರತಿಭಟನೆ ನಡೆಸಿದರು.	[418, 396, 530, 439]
registration-dot	[876, 1411, 881, 1416]
teachers-col2	[174, 508, 290, 708]
headline-mobile: ಪಾಠ ಮಾಡುವಾಗ ಮೊಬೈಲ್ ಮುಟ್ಟಬಾರದು!	[300, 732, 460, 745]
film-p3b: ಕೇಂದ್ರ ಸರ್ಕಾರದ ಸಹಯೋಗದೊಂದಿಗೆ ಯೋಜನೆ ಅನುಷ್ಠಾನಗೊಳ್ಳಲಿದೆ ಎಂದು ಸಚಿವರು ತಿಳಿಸಿದರು.	[718, 1050, 890, 1067]
bkhata-rules-col1	[540, 750, 716, 910]
puc-p1: ಮಂಡ್ಯ: ರಾಜ್ಯಾದ್ಯಂತ ದ್ವಿತೀಯ ಪಿಯುಸಿ ಪರೀಕ್ಷೆ ಶನಿವಾರ ಆರಂಭಗೊಂಡಿದ್ದು, ಜಿಲ್ಲೆಯ ವಿವಿಧ ಪರೀಕ್ಷಾ ಕೇಂದ್ರಗಳಲ್ಲಿ ಸುಗಮವಾಗಿ ನಡೆಯಿತು.	[300, 398, 408, 424]
university-p2b: ಭಿಕ್ಷೆ ಬೇಡಿಯಾದರೂ ಮಂಡ್ಯ ವಿವಿಯನ್ನು ಉಳಿಸಿಕೊಳ್ಳುತ್ತೇವೆ. ಜಿಲ್ಲೆಯ ವಿದ್ಯಾರ್ಥಿಗಳ ಭವಿಷ್ಯದೊಂದಿಗೆ ಚೆಲ್ಲಾಟವಾಡಲು ಬಿಡುವುದಿಲ್ಲ ಎಂದು ಮುಖಂಡರು ಎಚ್ಚರಿಸಿದರು.	[770, 396, 890, 430]
loan-col1	[536, 148, 648, 330]
registration-dot	[868, 1411, 873, 1416]
relief-p2: ರೈತರಿಗೆ ನೀಡಬೇಕಿದ್ದ ಪರಿಹಾರದ ಮೊತ್ತವನ್ನು ಹಲವು ವರ್ಷಗಳಿಂದ ಬಾಕಿ ಉಳಿಸಿಕೊಳ್ಳಲಾಗಿತ್ತು ಎಂದು ವಕೀಲರು ತಿಳಿಸಿದರು.	[418, 164, 528, 190]
helpline-box	[722, 752, 890, 984]
loan-col3	[770, 148, 890, 210]
bus-story-col1-bottom	[54, 246, 172, 328]
mobile-col1	[300, 748, 412, 1388]
headline-students: ಐವರು ಇಂಜಿನಿಯರಿಂಗ್ ವಿದ್ಯಾರ್ಥಿಗಳು ಸಾವು	[54, 732, 214, 745]
column-divider	[294, 338, 295, 710]
university-p1b: ಮಂಡ್ಯ: ಮಂಡ್ಯ ವಿಶ್ವವಿದ್ಯಾನಿಲಯವನ್ನು ಬೇರೆ ವಿಶ್ವವಿದ್ಯಾನಿಲಯದೊಂದಿಗೆ ವಿಲೀನಗೊಳಿಸುವ ಸರ್ಕಾರದ ನಿರ್ಧಾರವನ್ನು ವಿರೋಧಿಸಿ ಬಿಜೆಪಿ ಮತ್ತು ಜೆಡಿಎಸ್ ಕಾರ್ಯಕರ್ತರು ಬೃಹತ್ ಪ್ರತಿಭಟನೆ ನಡೆಸಿದರು.	[770, 460, 890, 494]
margin-mark	[0, 712, 20, 713]
continued-banner-label: ಒಂದನೇ ಪುಟದಿಂದ	[447, 716, 497, 725]
registration-dot	[860, 1411, 865, 1416]
